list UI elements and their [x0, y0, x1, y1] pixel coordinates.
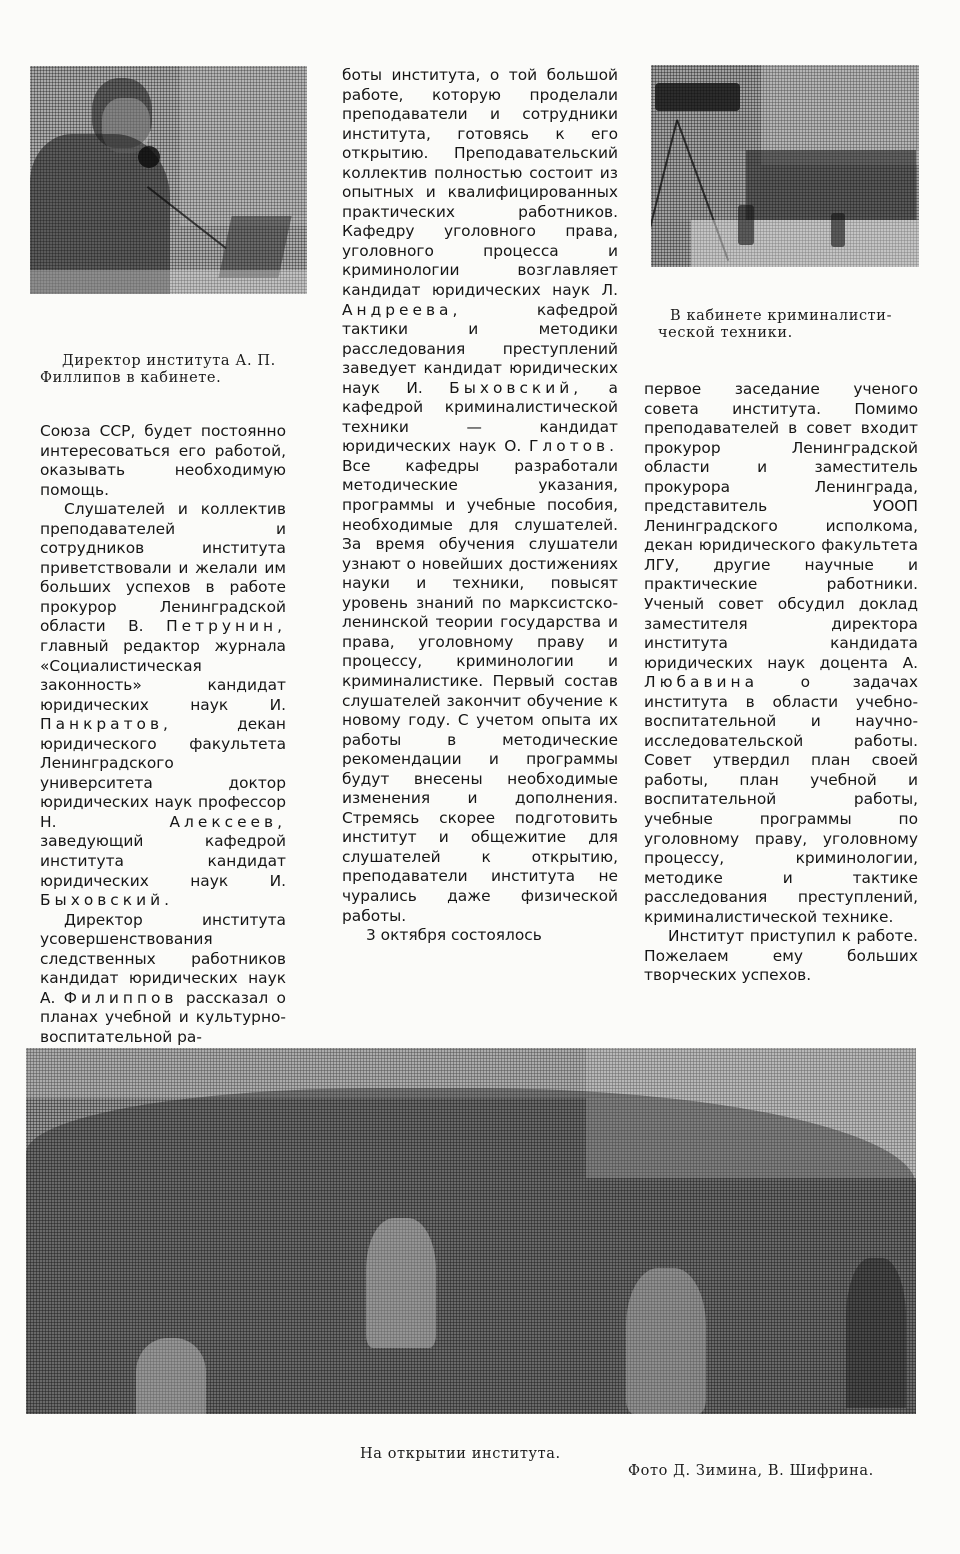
lab-photo-caption: [658, 308, 928, 342]
photo-credit: Фото Д. Зимина, В. Шифрина.: [628, 1463, 874, 1479]
paragraph: Институт приступил к работе. Пожелаем ему больших творческих успехов.: [644, 927, 918, 985]
person-name: Глотов.: [529, 437, 618, 456]
article-column-2: [342, 66, 618, 946]
audience-member: [136, 1338, 206, 1414]
lens-cylinder: [831, 213, 845, 247]
paragraph: Союза ССР, будет постоянно интересоваться его работой, оказывать необходимую помощь.: [40, 422, 286, 499]
audience-member: [846, 1258, 906, 1408]
equipment-cabinet: [746, 150, 916, 220]
lens-cylinder: [738, 205, 754, 245]
text-run: а кафедрой криминалистической техники — кандидат юридических наук О.: [342, 378, 618, 456]
caption-line: В кабинете криминалисти-: [670, 308, 893, 324]
camera: [655, 83, 740, 111]
paragraph: 3 октября состоялось: [366, 926, 542, 945]
phone-console: [218, 216, 291, 278]
lab-photo: [651, 65, 919, 267]
audience-member: [366, 1218, 436, 1348]
caption-line: ческой техники.: [658, 325, 793, 341]
person-name: Алексеев,: [169, 812, 286, 831]
text-run: Директор института усовершенствования следственных работников кандидат юридических наук А.: [40, 910, 286, 1007]
text-run: декан юридического факультета Ленинградского университета доктор юридических наук профессор Н.: [40, 715, 286, 831]
photo-background-wall: [180, 66, 307, 226]
person-name: Панкратов,: [40, 715, 172, 734]
person-name: Быховский.: [40, 891, 173, 910]
audience-photo: [26, 1048, 916, 1414]
caption-line: Филлипов в кабинете.: [40, 370, 222, 386]
person-name: Филиппов: [63, 988, 178, 1007]
article-column-3: [644, 380, 918, 986]
audience-photo-caption: На открытии института.: [360, 1446, 561, 1462]
caption-line: Директор института А. П.: [62, 353, 276, 369]
tripod-leg: [651, 120, 678, 266]
paragraph: [342, 66, 618, 926]
telephone-receiver: [138, 146, 160, 168]
text-run: боты института, о той большой работе, которую проделали преподаватели и сотрудники института, готовясь к его открытию. Преподавательский коллектив полностью состоит из опытных и квалифицированных практических работников. Кафедру уголовного права, уголовного процесса и криминологии возглавляет кандидат юридических наук Л.: [342, 66, 618, 300]
person-name: Андреева,: [342, 300, 462, 319]
text-run: первое заседание ученого совета института. Помимо преподавателей в совет входит прокурор Ленинградской области и заместитель прокурора Ленинграда, представитель УООП Ленинградского исполкома, декан юридического факультета ЛГУ, другие научные и практические работники. Ученый совет обсудил доклад заместителя директора института кандидата юридических наук доцента А.: [644, 380, 918, 672]
text-run: главный редактор журнала «Социалистическая законность» кандидат юридических наук И.: [40, 637, 286, 714]
paragraph: [40, 500, 286, 910]
text-run: заведующий кафедрой института кандидат юридических наук И.: [40, 832, 286, 890]
text-run: о задачах института в области учебно-воспитательной и научно-исследовательской работы. Совет утвердил план своей работы, план учебной и воспитательной работы, учебные программы по уголовному праву, уголовному процессу, криминологии, методике и тактике расследования преступлений, криминалистической технике.: [644, 673, 918, 926]
person-name: Быховский,: [449, 378, 583, 397]
audience-member: [626, 1268, 706, 1414]
paragraph: [40, 911, 286, 1048]
article-column-1: [40, 422, 286, 1048]
desk: [30, 270, 307, 294]
person-name: Любавина: [644, 673, 759, 692]
person-name: Петрунин,: [166, 617, 286, 636]
table-surface: [691, 220, 919, 267]
paragraph: [644, 380, 918, 927]
text-run: кафедрой тактики и методики расследования преступлений заведует кандидат юридических наук И.: [342, 300, 618, 397]
director-photo-caption: [40, 353, 310, 387]
text-run: Все кафедры разработали методические указания, программы и учебные пособия, необходимые для слушателей. За время обучения слушатели узнают о новейших достижениях науки и техники, повысят уровень знаний по марксистско-ленинской теории государства и права, уголовному праву и процессу, криминологии и криминалистике. Первый состав слушателей закончит обучение к новому году. С учетом опыта их работы в методические рекомендации и программы будут внесены необходимые изменения и дополнения. Стремясь скорее подготовить институт и общежитие для слушателей к открытию, преподаватели института не чурались даже физической работы.: [342, 456, 618, 925]
director-photo: [30, 66, 307, 294]
text-run: рассказал о планах учебной и культурно-воспитательной ра-: [40, 988, 286, 1046]
text-run: Слушателей и коллектив преподавателей и сотрудников института приветствовали и желали им больших успехов в работе прокурор Ленинградской области В.: [40, 500, 286, 636]
